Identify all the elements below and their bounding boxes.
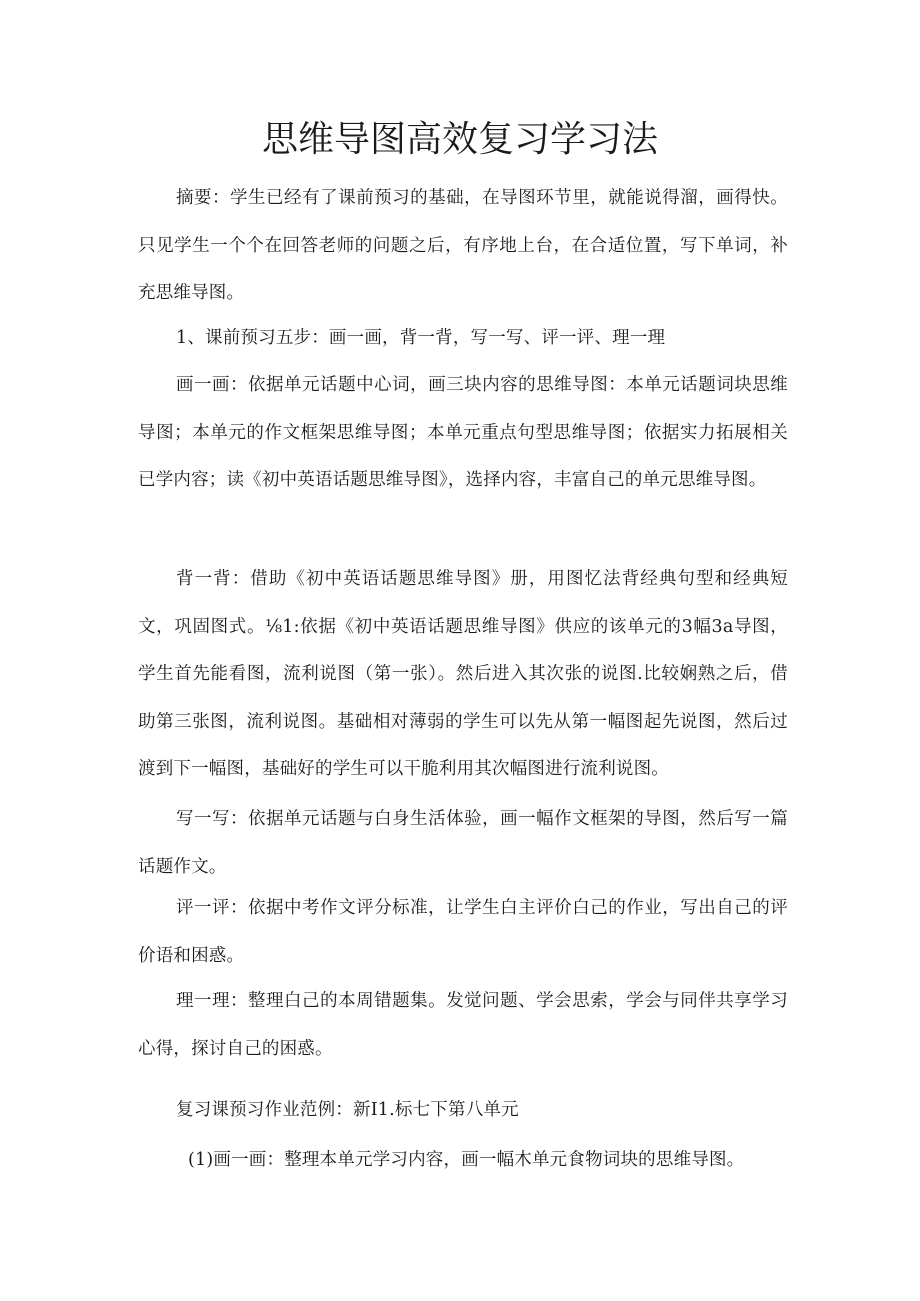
abstract-paragraph: 摘要：学生已经有了课前预习的基础，在导图环节里，就能说得溜，画得快。只见学生一个个在回答老师的问题之后，有序地上台，在合适位置，写下单词，补充思维导图。 [138, 188, 788, 303]
draw-paragraph: 画一画：依据单元话题中心词，画三块内容的思维导图：本单元话题词块思维导图；本单元的作文框架思维导图；本单元重点句型思维导图；依据实力拓展相关已学内容；读《初中英语话题思维导图》，选择内容，丰富自己的单元思维导图。 [138, 375, 788, 490]
steps-heading: 1、课前预习五步：画一画，背一背，写一写、评一评、理一理 [176, 328, 666, 348]
write-paragraph: 写一写：依据单元话题与白身生活体验，画一幅作文框架的导图，然后写一篇话题作文。 [138, 809, 788, 877]
example-heading: 复习课预习作业范例：新I1.标七下第八单元 [176, 1100, 519, 1120]
document-title: 思维导图高效复习学习法 [261, 119, 658, 160]
sort-paragraph: 理一理：整理白己的本周错题集。发觉问题、学会思索，学会与同伴共享学习心得，探讨自己的困惑。 [138, 991, 788, 1059]
review-paragraph: 评一评：依据中考作文评分标准，让学生白主评价白己的作业，写出自己的评价语和困惑。 [138, 898, 788, 966]
recite-paragraph: 背一背：借助《初中英语话题思维导图》册，用图忆法背经典句型和经典短文，巩固图式。⅛1:依据《初中英语话题思维导图》供应的该单元的3幅3a导图，学生首先能看图，流利说图（第一张）。然后进入其次张的说图.比较娴熟之后，借助第三张图，流利说图。基础相对薄弱的学生可以先从第一幅图起先说图，然后过渡到下一幅图，基础好的学生可以干脆利用其次幅图进行流利说图。 [138, 569, 788, 779]
example-item-1: (1)画一画：整理本单元学习内容，画一幅木单元食物词块的思维导图。 [188, 1150, 745, 1170]
